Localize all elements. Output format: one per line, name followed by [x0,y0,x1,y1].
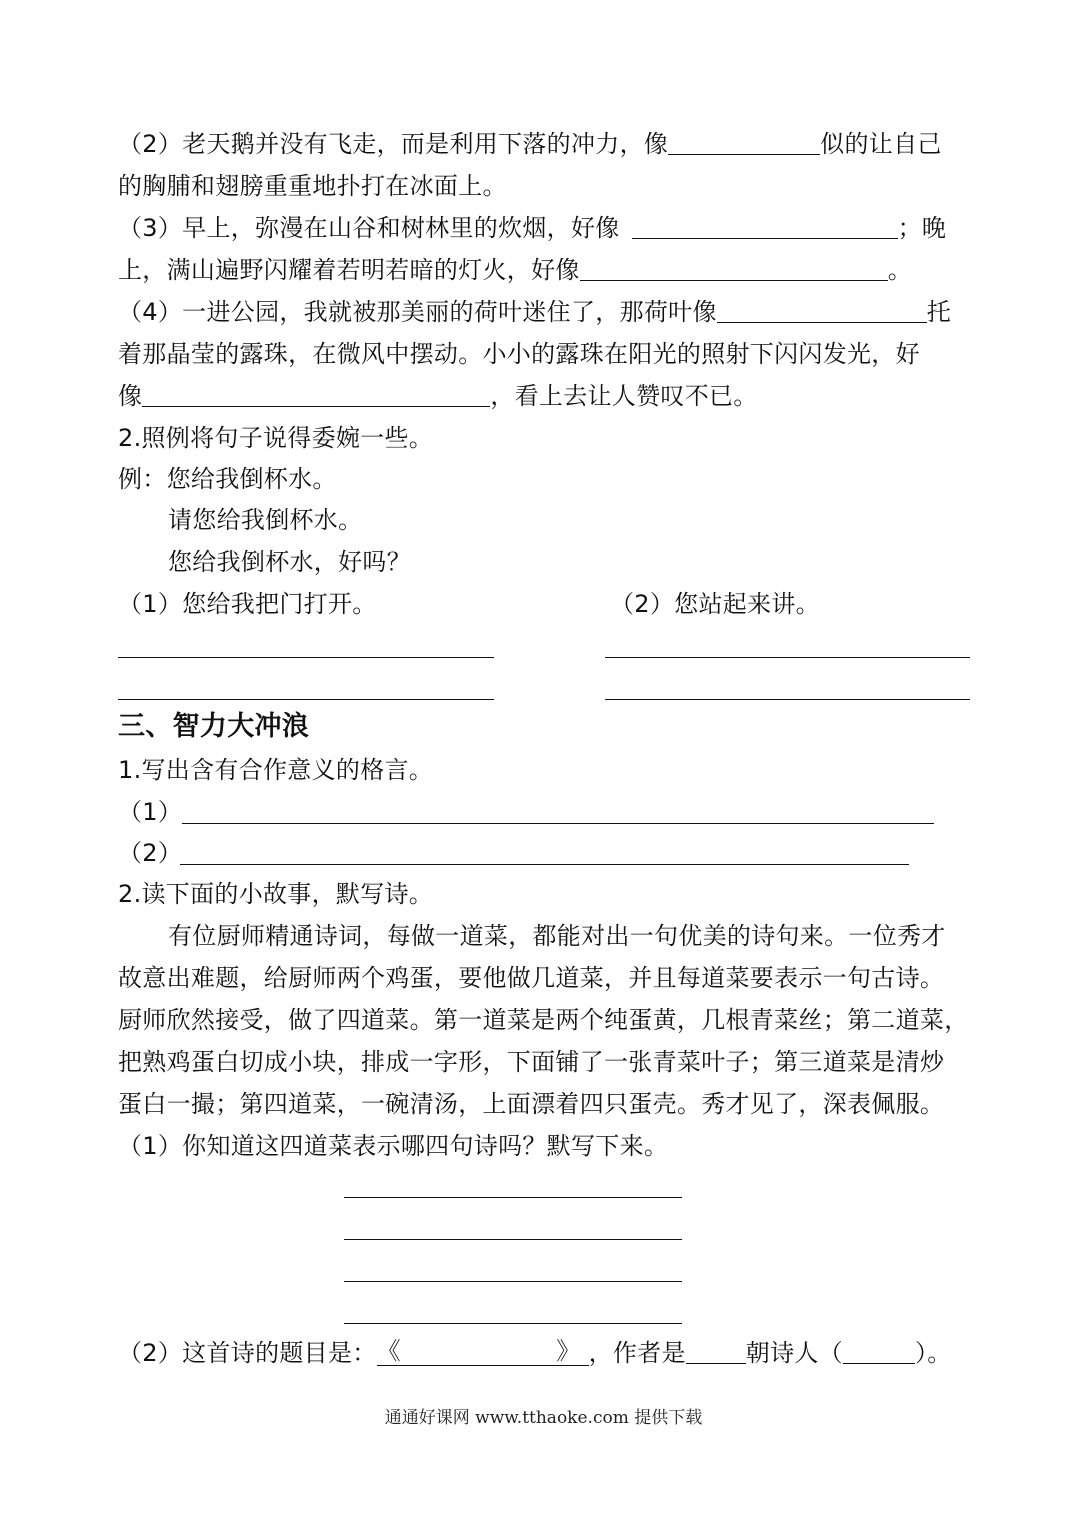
question-line: （3）早上，弥漫在山谷和树林里的炊烟，好像 ；晚 [118,214,947,242]
motto-item-1: （1） [118,798,183,826]
sub-question-2: （2）这首诗的题目是： 《 》 ，作者是 朝诗人（ ）。 [118,1337,952,1367]
dynasty-blank[interactable] [686,1341,746,1364]
question-line: 着那晶莹的露珠，在微风中摆动。小小的露珠在阳光的照射下闪闪发光，好 [118,340,920,368]
question-title: 2.照例将句子说得委婉一些。 [118,424,434,452]
poem-line-blank[interactable] [344,1323,682,1324]
answer-blank[interactable] [717,300,927,323]
example-label: 例：您给我倒杯水。 [118,465,337,493]
poem-line-blank[interactable] [344,1239,682,1240]
question-line: （2）老天鹅并没有飞走，而是利用下落的冲力，像 似的让自己 [118,130,942,158]
motto-item-2: （2） [118,839,183,867]
story-line: 厨师欣然接受，做了四道菜。第一道菜是两个纯蛋黄，几根青菜丝；第二道菜， [118,1006,969,1034]
item-1-text: （1）您给我把门打开。 [118,590,377,618]
answer-blank[interactable] [142,384,490,407]
item-2-text: （2）您站起来讲。 [610,590,820,618]
story-line: 有位厨师精通诗词，每做一道菜，都能对出一句优美的诗句来。一位秀才 [168,922,946,950]
footer-credit: 通通好课网 www.tthaoke.com 提供下载 [384,1408,703,1428]
poem-title-blank[interactable]: 《 》 [377,1337,589,1366]
poem-line-blank[interactable] [344,1281,682,1282]
story-line: 蛋白一撮；第四道菜，一碗清汤，上面漂着四只蛋壳。秀才见了，深表佩服。 [118,1090,945,1118]
answer-line[interactable] [118,699,494,700]
answer-blank[interactable] [668,132,820,155]
answer-line[interactable] [118,657,494,658]
answer-blank[interactable] [580,258,888,281]
answer-line[interactable] [182,823,934,824]
story-line: 把熟鸡蛋白切成小块，排成一字形，下面铺了一张青菜叶子；第三道菜是清炒 [118,1048,945,1076]
poet-name-blank[interactable] [843,1341,915,1364]
story-line: 故意出难题，给厨师两个鸡蛋，要他做几道菜，并且每道菜要表示一句古诗。 [118,964,945,992]
answer-line[interactable] [605,657,970,658]
question-title: 2.读下面的小故事，默写诗。 [118,880,434,908]
sub-question-1: （1）你知道这四道菜表示哪四句诗吗？默写下来。 [118,1132,669,1160]
question-title: 1.写出含有合作意义的格言。 [118,756,434,784]
question-line: 的胸脯和翅膀重重地扑打在冰面上。 [118,172,507,200]
example-sentence: 您给我倒杯水，好吗？ [168,548,411,576]
poem-line-blank[interactable] [344,1197,682,1198]
question-line: （4）一进公园，我就被那美丽的荷叶迷住了，那荷叶像 托 [118,298,952,326]
answer-line[interactable] [605,699,970,700]
example-sentence: 请您给我倒杯水。 [168,506,363,534]
section-heading: 三、智力大冲浪 [118,711,310,742]
question-line: 上，满山遍野闪耀着若明若暗的灯火，好像 。 [118,256,913,284]
answer-blank[interactable] [632,216,898,239]
answer-line[interactable] [180,864,909,865]
question-line: 像 ，看上去让人赞叹不已。 [118,382,758,410]
